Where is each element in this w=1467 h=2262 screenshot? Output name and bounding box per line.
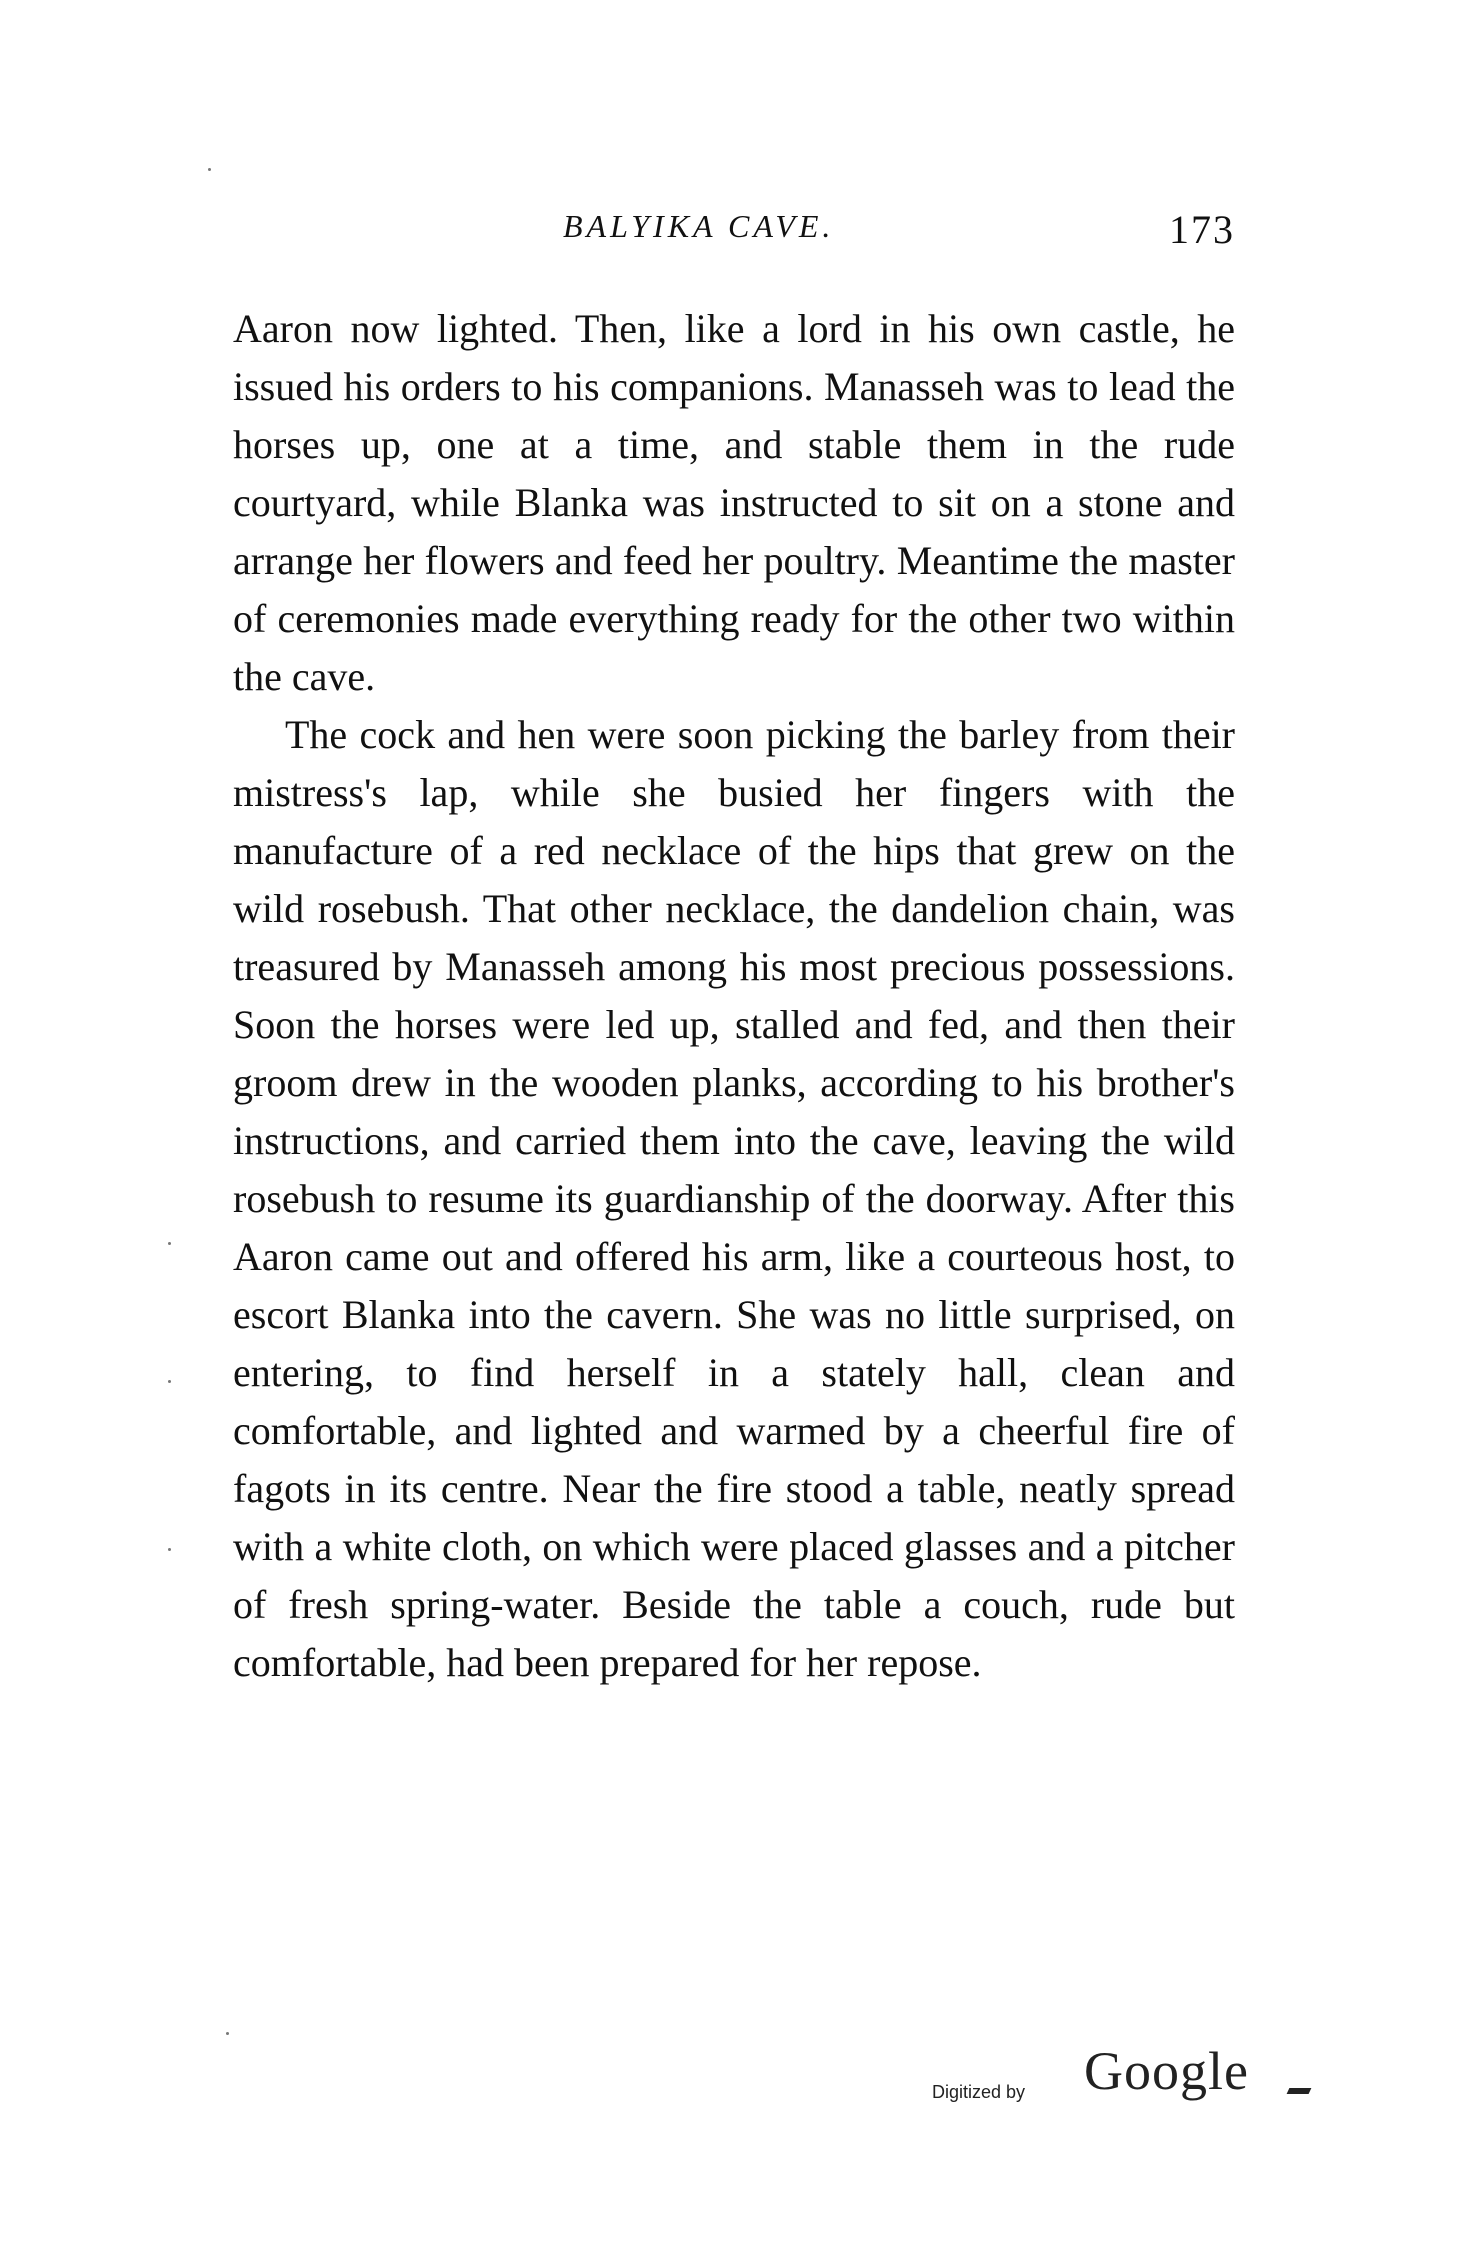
stray-ink-mark bbox=[226, 2032, 229, 2035]
arrow-icon bbox=[1287, 2088, 1312, 2094]
stray-ink-mark bbox=[208, 168, 211, 171]
watermark-small-text: Digitized by bbox=[932, 2082, 1026, 2102]
page-number: 173 bbox=[1169, 207, 1235, 252]
watermark-logo-text: Google bbox=[1084, 2041, 1249, 2101]
digitized-by-google-watermark bbox=[932, 2040, 1362, 2130]
body-text bbox=[233, 300, 1235, 1692]
stray-ink-mark bbox=[168, 1380, 171, 1383]
paragraph: The cock and hen were soon picking the barley from their mistress's lap, while she busied her fingers with the manufacture of a red necklace of the hips that grew on the wild rosebush. That other necklace, the dandelion chain, was treasured by Manasseh among his most precious possessions. Soon the horses were led up, stalled and fed, and then their groom drew in the wooden planks, according to his brother's instructions, and carried them into the cave, leaving the wild rosebush to resume its guardianship of the doorway. After this Aaron came out and offered his arm, like a courteous host, to escort Blanka into the cavern. She was no little surprised, on entering, to find herself in a stately hall, clean and comfortable, and lighted and warmed by a cheerful fire of fagots in its centre. Near the fire stood a table, neatly spread with a white cloth, on which were placed glasses and a pitcher of fresh spring-water. Beside the table a couch, rude but comfortable, had been prepared for her repose. bbox=[233, 712, 1235, 1685]
running-title: BALYIKA CAVE. bbox=[563, 208, 835, 244]
stray-ink-mark bbox=[168, 1548, 171, 1551]
stray-ink-mark bbox=[168, 1242, 171, 1245]
running-head bbox=[233, 208, 1235, 268]
paragraph: Aaron now lighted. Then, like a lord in his own castle, he issued his orders to his companions. Manasseh was to lead the horses up, one at a time, and stable them in the rude courtyard, while Blanka was instructed to sit on a stone and arrange her flowers and feed her poultry. Meantime the master of ceremonies made everything ready for the other two within the cave. bbox=[233, 306, 1235, 699]
